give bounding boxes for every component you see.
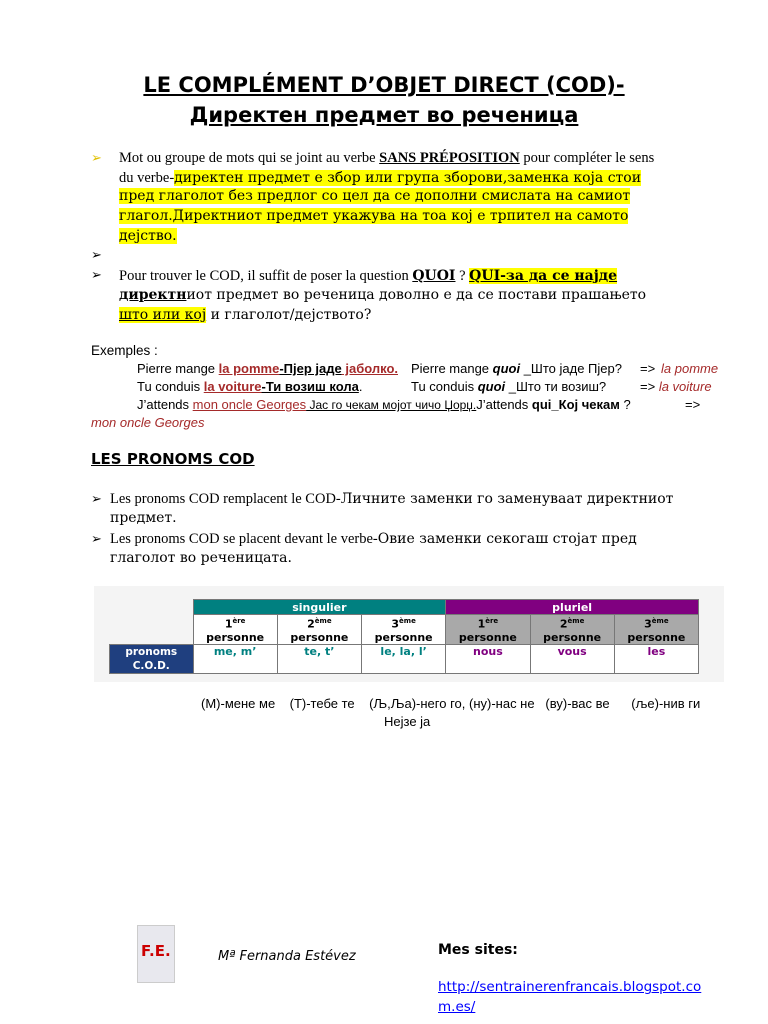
person-num: 3 xyxy=(391,617,400,631)
ex2-arrow-answer xyxy=(640,379,712,394)
site-link[interactable] xyxy=(438,977,701,1017)
ex1-d: јаболко. xyxy=(341,361,398,376)
arrow-bullet-icon: ➢ xyxy=(91,150,102,165)
pronoun-cell-6: les xyxy=(614,645,698,674)
ex2-e: Tu conduis xyxy=(411,379,478,394)
person-sup: ère xyxy=(232,617,246,626)
arrow-bullet-icon: ➢ xyxy=(91,491,102,506)
ex1-b: la pomme xyxy=(218,361,280,376)
bullet1-line4 xyxy=(119,208,628,224)
person-header-4 xyxy=(446,615,530,645)
ex2-b: la voiture xyxy=(203,379,262,394)
person-num: 3 xyxy=(644,617,652,631)
person-header-3 xyxy=(362,615,446,645)
person-num: 2 xyxy=(559,617,568,631)
pluriel-header: pluriel xyxy=(446,600,699,615)
bullet1-text-a: Mot ou groupe de mots qui se joint au verbe xyxy=(119,150,380,166)
section2-bullet2-line1 xyxy=(110,530,637,548)
example-row-2-left xyxy=(137,379,362,394)
s2b2-mk-2: глаголот во реченицата. xyxy=(110,550,292,566)
person-header-6 xyxy=(614,615,698,645)
ex3-f: ? xyxy=(619,397,631,412)
ex2-a: Tu conduis xyxy=(137,379,204,394)
bullet3-line1 xyxy=(119,267,617,285)
row-label-cell xyxy=(110,645,194,674)
person-num: 2 xyxy=(307,617,315,631)
logo xyxy=(137,925,175,983)
person-word: personne xyxy=(627,630,686,644)
person-word: personne xyxy=(374,630,433,644)
s2b2-fr: Les pronoms COD se placent devant le verbe- xyxy=(110,531,378,547)
bullet3-text-h: и глаголот/дејството? xyxy=(206,307,372,323)
logo-text: F.E. xyxy=(141,942,171,960)
person-sup: ème xyxy=(567,617,585,626)
ex3-b: mon oncle Georges xyxy=(192,397,307,412)
quoi-text: QUOI xyxy=(412,268,456,284)
ex3-a: J’attends xyxy=(137,397,193,412)
translations-line2: Нејзе ја xyxy=(384,714,431,729)
pronoun-cell-1: me, m’ xyxy=(193,645,277,674)
ex2-answer: la voiture xyxy=(658,379,712,394)
bullet3-line3 xyxy=(119,307,371,323)
bullet3-text-a: Pour trouver le COD, il suffit de poser la question xyxy=(119,268,413,284)
example-row-1-right xyxy=(411,361,622,376)
ex3-answer: mon oncle Georges xyxy=(91,415,205,430)
s2b1-mk-2: предмет. xyxy=(110,510,177,526)
arrow-bullet-icon: ➢ xyxy=(91,267,102,282)
pronoun-cell-2: te, t’ xyxy=(277,645,361,674)
example-row-1-left xyxy=(137,361,398,376)
arrow-bullet-icon: ➢ xyxy=(91,531,102,546)
page-title-line2: Директен предмет во реченица xyxy=(189,103,579,127)
ex1-g: _Што јаде Пјер? xyxy=(520,361,622,376)
page-title-line1: LE COMPLÉMENT D’OBJET DIRECT (COD)- xyxy=(143,73,625,97)
bullet3-line2 xyxy=(119,287,646,303)
bullet1-text-c: pour compléter le sens xyxy=(519,150,655,166)
pronoun-cell-5: vous xyxy=(530,645,614,674)
ex2-g: _Што ти возиш? xyxy=(505,379,607,394)
person-sup: ème xyxy=(651,617,669,626)
bullet1-mk-3: глагол.Директниот предмет укажува на тоа кој е трпител на самото xyxy=(119,208,629,224)
ex3-c: Јас го чекам мојот чичо Џорџ. xyxy=(306,398,477,412)
site-link-part2[interactable]: m.es/ xyxy=(438,999,476,1015)
person-word: personne xyxy=(458,630,517,644)
author-name: Mª Fernanda Estévez xyxy=(218,949,356,964)
ex2-f: quoi xyxy=(477,379,506,394)
ex2-arrow: => xyxy=(640,379,656,394)
examples-label: Exemples : xyxy=(91,343,158,358)
pronoms-cod-table xyxy=(109,599,699,674)
person-header-2 xyxy=(277,615,361,645)
bullet1-mk-1: директен предмет е збор или група зборови,заменка која стои xyxy=(174,170,642,186)
row-label-2: C.O.D. xyxy=(132,660,170,672)
person-sup: ère xyxy=(485,617,499,626)
s2b1-fr: Les pronoms COD remplacent le COD- xyxy=(110,491,341,507)
ex2-d: . xyxy=(358,379,363,394)
section2-bullet1-line1 xyxy=(110,490,673,508)
example-row-2-right xyxy=(411,379,606,394)
person-num: 1 xyxy=(224,617,233,631)
translations-line1: (М)-мене ме (Т)-тебе те (Љ,Ља)-него го, (ну)-нас не (ву)-вас ве (ље)-нив ги xyxy=(201,696,701,711)
sites-label: Mes sites: xyxy=(438,942,518,958)
pronoun-cell-4: nous xyxy=(446,645,530,674)
bullet1-text-d: du verbe- xyxy=(119,170,175,186)
person-word: personne xyxy=(206,630,265,644)
bullet3-text-c: ? xyxy=(455,268,470,284)
sans-preposition-text: SANS PRÉPOSITION xyxy=(379,150,520,166)
ex1-arrow: => xyxy=(640,361,656,376)
person-header-5 xyxy=(530,615,614,645)
bullet1-fr-line xyxy=(119,150,654,167)
ex3-arrow: => xyxy=(685,397,701,412)
ex1-c: -Пјер јаде xyxy=(279,361,342,376)
qui-text: QUI-за да се најде xyxy=(469,268,618,284)
person-header-1 xyxy=(193,615,277,645)
bullet1-line3 xyxy=(119,188,630,204)
bullet1-line5 xyxy=(119,228,177,244)
site-link-part1[interactable]: http://sentrainerenfrancais.blogspot.co xyxy=(438,979,702,995)
person-word: personne xyxy=(290,630,349,644)
ex2-c: -Ти возиш кола xyxy=(261,379,359,394)
bullet1-mk-2: пред глаголот без предлог со цел да се дополни смислата на самиот xyxy=(119,188,631,204)
ex3-d: J’attends xyxy=(476,397,532,412)
row-label-1: pronoms xyxy=(125,646,178,658)
s2b2-mk-1: Овие заменки секогаш стојат пред xyxy=(377,531,637,547)
person-word: personne xyxy=(543,630,602,644)
pronoun-cell-3: le, la, l’ xyxy=(362,645,446,674)
s2b1-mk-1: Личните заменки го заменуваат директниот xyxy=(340,491,674,507)
bullet1-line2 xyxy=(119,169,641,187)
bullet1-mk-4: дејство. xyxy=(119,228,177,244)
example-row-3-left xyxy=(137,397,631,412)
person-num: 1 xyxy=(477,617,486,631)
singulier-header: singulier xyxy=(193,600,446,615)
person-sup: ème xyxy=(314,617,332,626)
ex1-a: Pierre mange xyxy=(137,361,219,376)
ex1-e: Pierre mange xyxy=(411,361,493,376)
bullet3-text-f: иот предмет во реченица доволно е да се постави прашањето xyxy=(186,287,647,303)
ex1-f: quoi xyxy=(492,361,521,376)
table-empty-corner xyxy=(110,615,194,645)
bullet3-text-g: што или кој xyxy=(119,307,207,323)
ex3-e: qui_Кој чекам xyxy=(531,397,620,412)
bullet3-text-e: директн xyxy=(119,287,187,303)
person-sup: ème xyxy=(399,617,416,626)
ex1-answer: la pomme xyxy=(661,361,719,376)
table-empty-corner xyxy=(110,600,194,615)
section-heading: LES PRONOMS COD xyxy=(91,450,255,468)
arrow-bullet-icon: ➢ xyxy=(91,247,102,262)
